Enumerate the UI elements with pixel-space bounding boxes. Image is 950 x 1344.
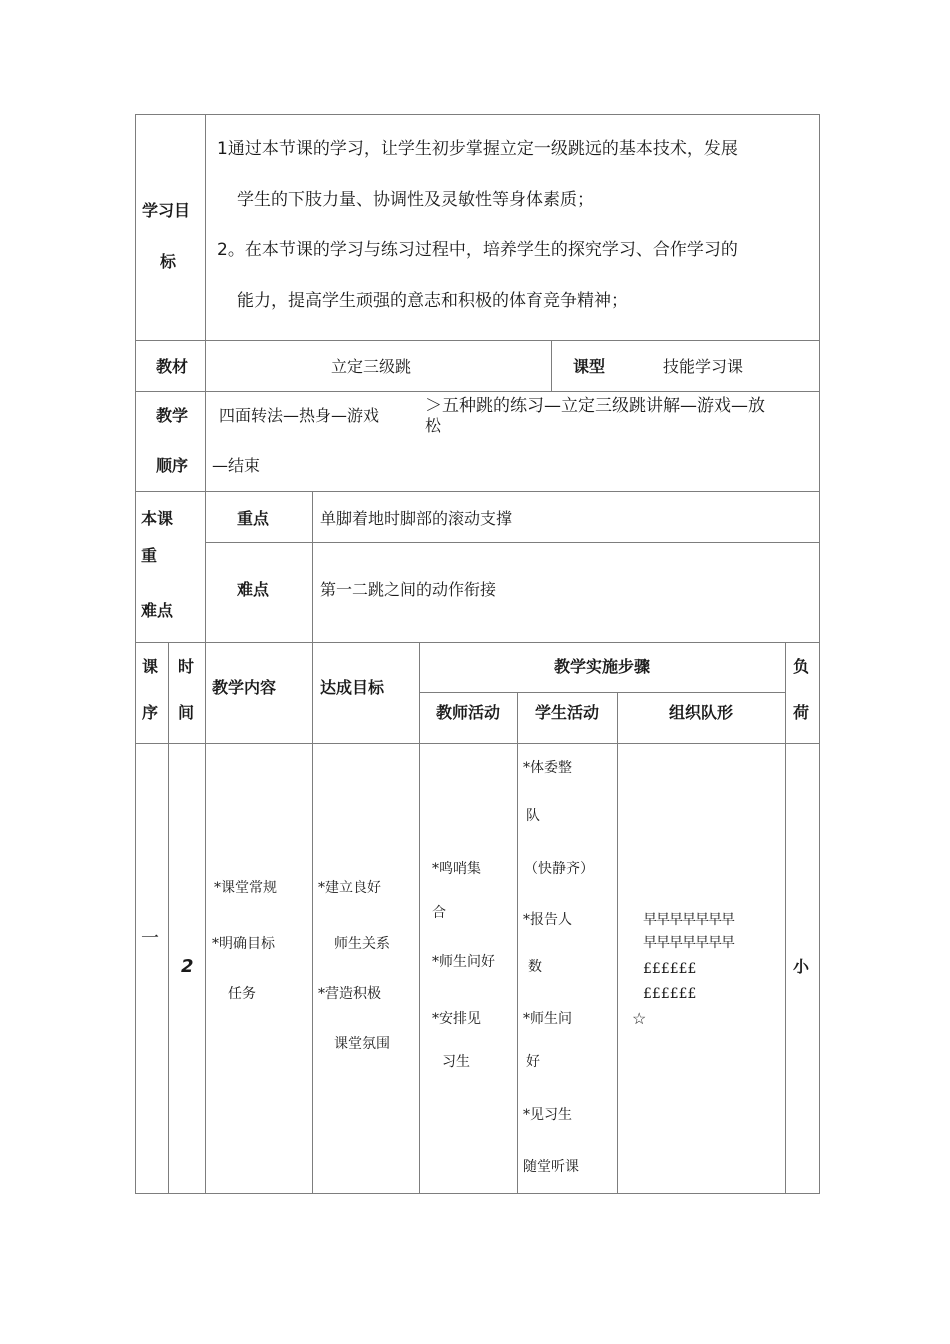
grid-line bbox=[135, 642, 820, 643]
focus-label: 本课 bbox=[141, 509, 174, 528]
objectives-label: 标 bbox=[160, 252, 177, 271]
header-steps: 教学实施步骤 bbox=[553, 657, 650, 676]
row-student-item: 好 bbox=[526, 1054, 540, 1070]
row-content-item: *明确目标 bbox=[212, 936, 275, 952]
sequence-text: —结束 bbox=[212, 456, 261, 475]
row-student-item: *师生问 bbox=[523, 1011, 572, 1027]
row-student-item: *见习生 bbox=[523, 1107, 572, 1123]
grid-line bbox=[419, 642, 420, 1194]
key-point-value: 单脚着地时脚部的滚动支撑 bbox=[320, 509, 513, 528]
focus-label: 重 bbox=[141, 546, 158, 565]
grid-line bbox=[312, 491, 313, 643]
header-time: 间 bbox=[178, 703, 195, 722]
row-goal-item: *建立良好 bbox=[318, 880, 381, 896]
header-teacher: 教师活动 bbox=[435, 703, 500, 722]
row-teacher-item: 习生 bbox=[442, 1054, 470, 1070]
sequence-label: 教学 bbox=[156, 406, 189, 425]
header-content: 教学内容 bbox=[212, 678, 277, 697]
grid-line bbox=[517, 692, 518, 1194]
material-value: 立定三级跳 bbox=[331, 357, 412, 376]
grid-line bbox=[135, 391, 820, 392]
objective-text: 能力，提高学生顽强的意志和积极的体育竞争精神； bbox=[237, 291, 628, 311]
grid-line bbox=[419, 692, 785, 693]
formation-line: ££££££ bbox=[643, 961, 697, 977]
grid-line bbox=[617, 692, 618, 1194]
row-student-item: 随堂听课 bbox=[523, 1159, 579, 1175]
objective-text: 1通过本节课的学习，让学生初步掌握立定一级跳远的基本技术，发展 bbox=[217, 139, 738, 159]
row-goal-item: *营造积极 bbox=[318, 986, 381, 1002]
row-time: 2 bbox=[181, 956, 194, 977]
grid-line bbox=[785, 642, 786, 1194]
header-time: 时 bbox=[178, 657, 195, 676]
focus-label: 难点 bbox=[141, 601, 174, 620]
formation-line: ££££££ bbox=[643, 986, 697, 1002]
row-goal-item: 课堂氛围 bbox=[334, 1036, 390, 1052]
key-point-label: 重点 bbox=[237, 509, 270, 528]
row-content-item: 任务 bbox=[228, 986, 256, 1002]
row-student-item: *体委整 bbox=[523, 760, 572, 776]
difficulty-value: 第一二跳之间的动作衔接 bbox=[320, 580, 497, 599]
sequence-text: ＞五种跳的练习—立定三级跳讲解—游戏—放 bbox=[425, 396, 765, 416]
formation-line: ☆ bbox=[632, 1009, 647, 1028]
material-label: 教材 bbox=[156, 357, 189, 376]
sequence-text: 松 bbox=[425, 416, 442, 435]
row-student-item: 队 bbox=[526, 808, 540, 824]
header-order: 课 bbox=[142, 657, 159, 676]
grid-line bbox=[312, 642, 313, 1194]
header-load: 负 bbox=[793, 657, 810, 676]
row-teacher-item: *师生问好 bbox=[432, 954, 495, 970]
grid-line bbox=[168, 642, 169, 1194]
row-load: 小 bbox=[793, 957, 810, 976]
lesson-type-value: 技能学习课 bbox=[663, 357, 744, 376]
grid-line bbox=[205, 114, 206, 1194]
grid-line bbox=[135, 114, 136, 1194]
header-student: 学生活动 bbox=[534, 703, 599, 722]
difficulty-label: 难点 bbox=[237, 580, 270, 599]
row-content-item: *课堂常规 bbox=[214, 880, 277, 896]
header-formation: 组织队形 bbox=[668, 703, 733, 722]
objective-text: 2。在本节课的学习与练习过程中，培养学生的探究学习、合作学习的 bbox=[217, 240, 738, 260]
grid-line bbox=[135, 114, 820, 115]
grid-line bbox=[551, 340, 552, 391]
lesson-type-label: 课型 bbox=[573, 357, 606, 376]
row-teacher-item: *鸣哨集 bbox=[432, 861, 481, 877]
sequence-text: 四面转法—热身—游戏 bbox=[219, 406, 380, 425]
lesson-plan-table bbox=[135, 114, 820, 1194]
row-order: 一 bbox=[141, 928, 159, 949]
formation-line: 早早早早早早早 bbox=[643, 912, 734, 928]
row-goal-item: 师生关系 bbox=[334, 936, 390, 952]
objectives-label: 学习目 bbox=[142, 201, 191, 220]
grid-line bbox=[135, 743, 820, 744]
header-goal: 达成目标 bbox=[320, 678, 385, 697]
row-teacher-item: *安排见 bbox=[432, 1011, 481, 1027]
grid-line bbox=[135, 491, 820, 492]
sequence-label: 顺序 bbox=[156, 456, 189, 475]
grid-line bbox=[205, 542, 820, 543]
row-student-item: *报告人 bbox=[523, 912, 572, 928]
formation-line: 早早早早早早早 bbox=[643, 935, 734, 951]
grid-line bbox=[135, 340, 820, 341]
row-student-item: 数 bbox=[528, 959, 542, 975]
objective-text: 学生的下肢力量、协调性及灵敏性等身体素质； bbox=[237, 190, 594, 210]
header-order: 序 bbox=[142, 703, 159, 722]
row-teacher-item: 合 bbox=[432, 905, 446, 921]
grid-line bbox=[819, 114, 820, 1194]
header-load: 荷 bbox=[793, 703, 810, 722]
grid-line bbox=[135, 1193, 820, 1194]
row-student-item: （快静齐） bbox=[524, 861, 594, 877]
